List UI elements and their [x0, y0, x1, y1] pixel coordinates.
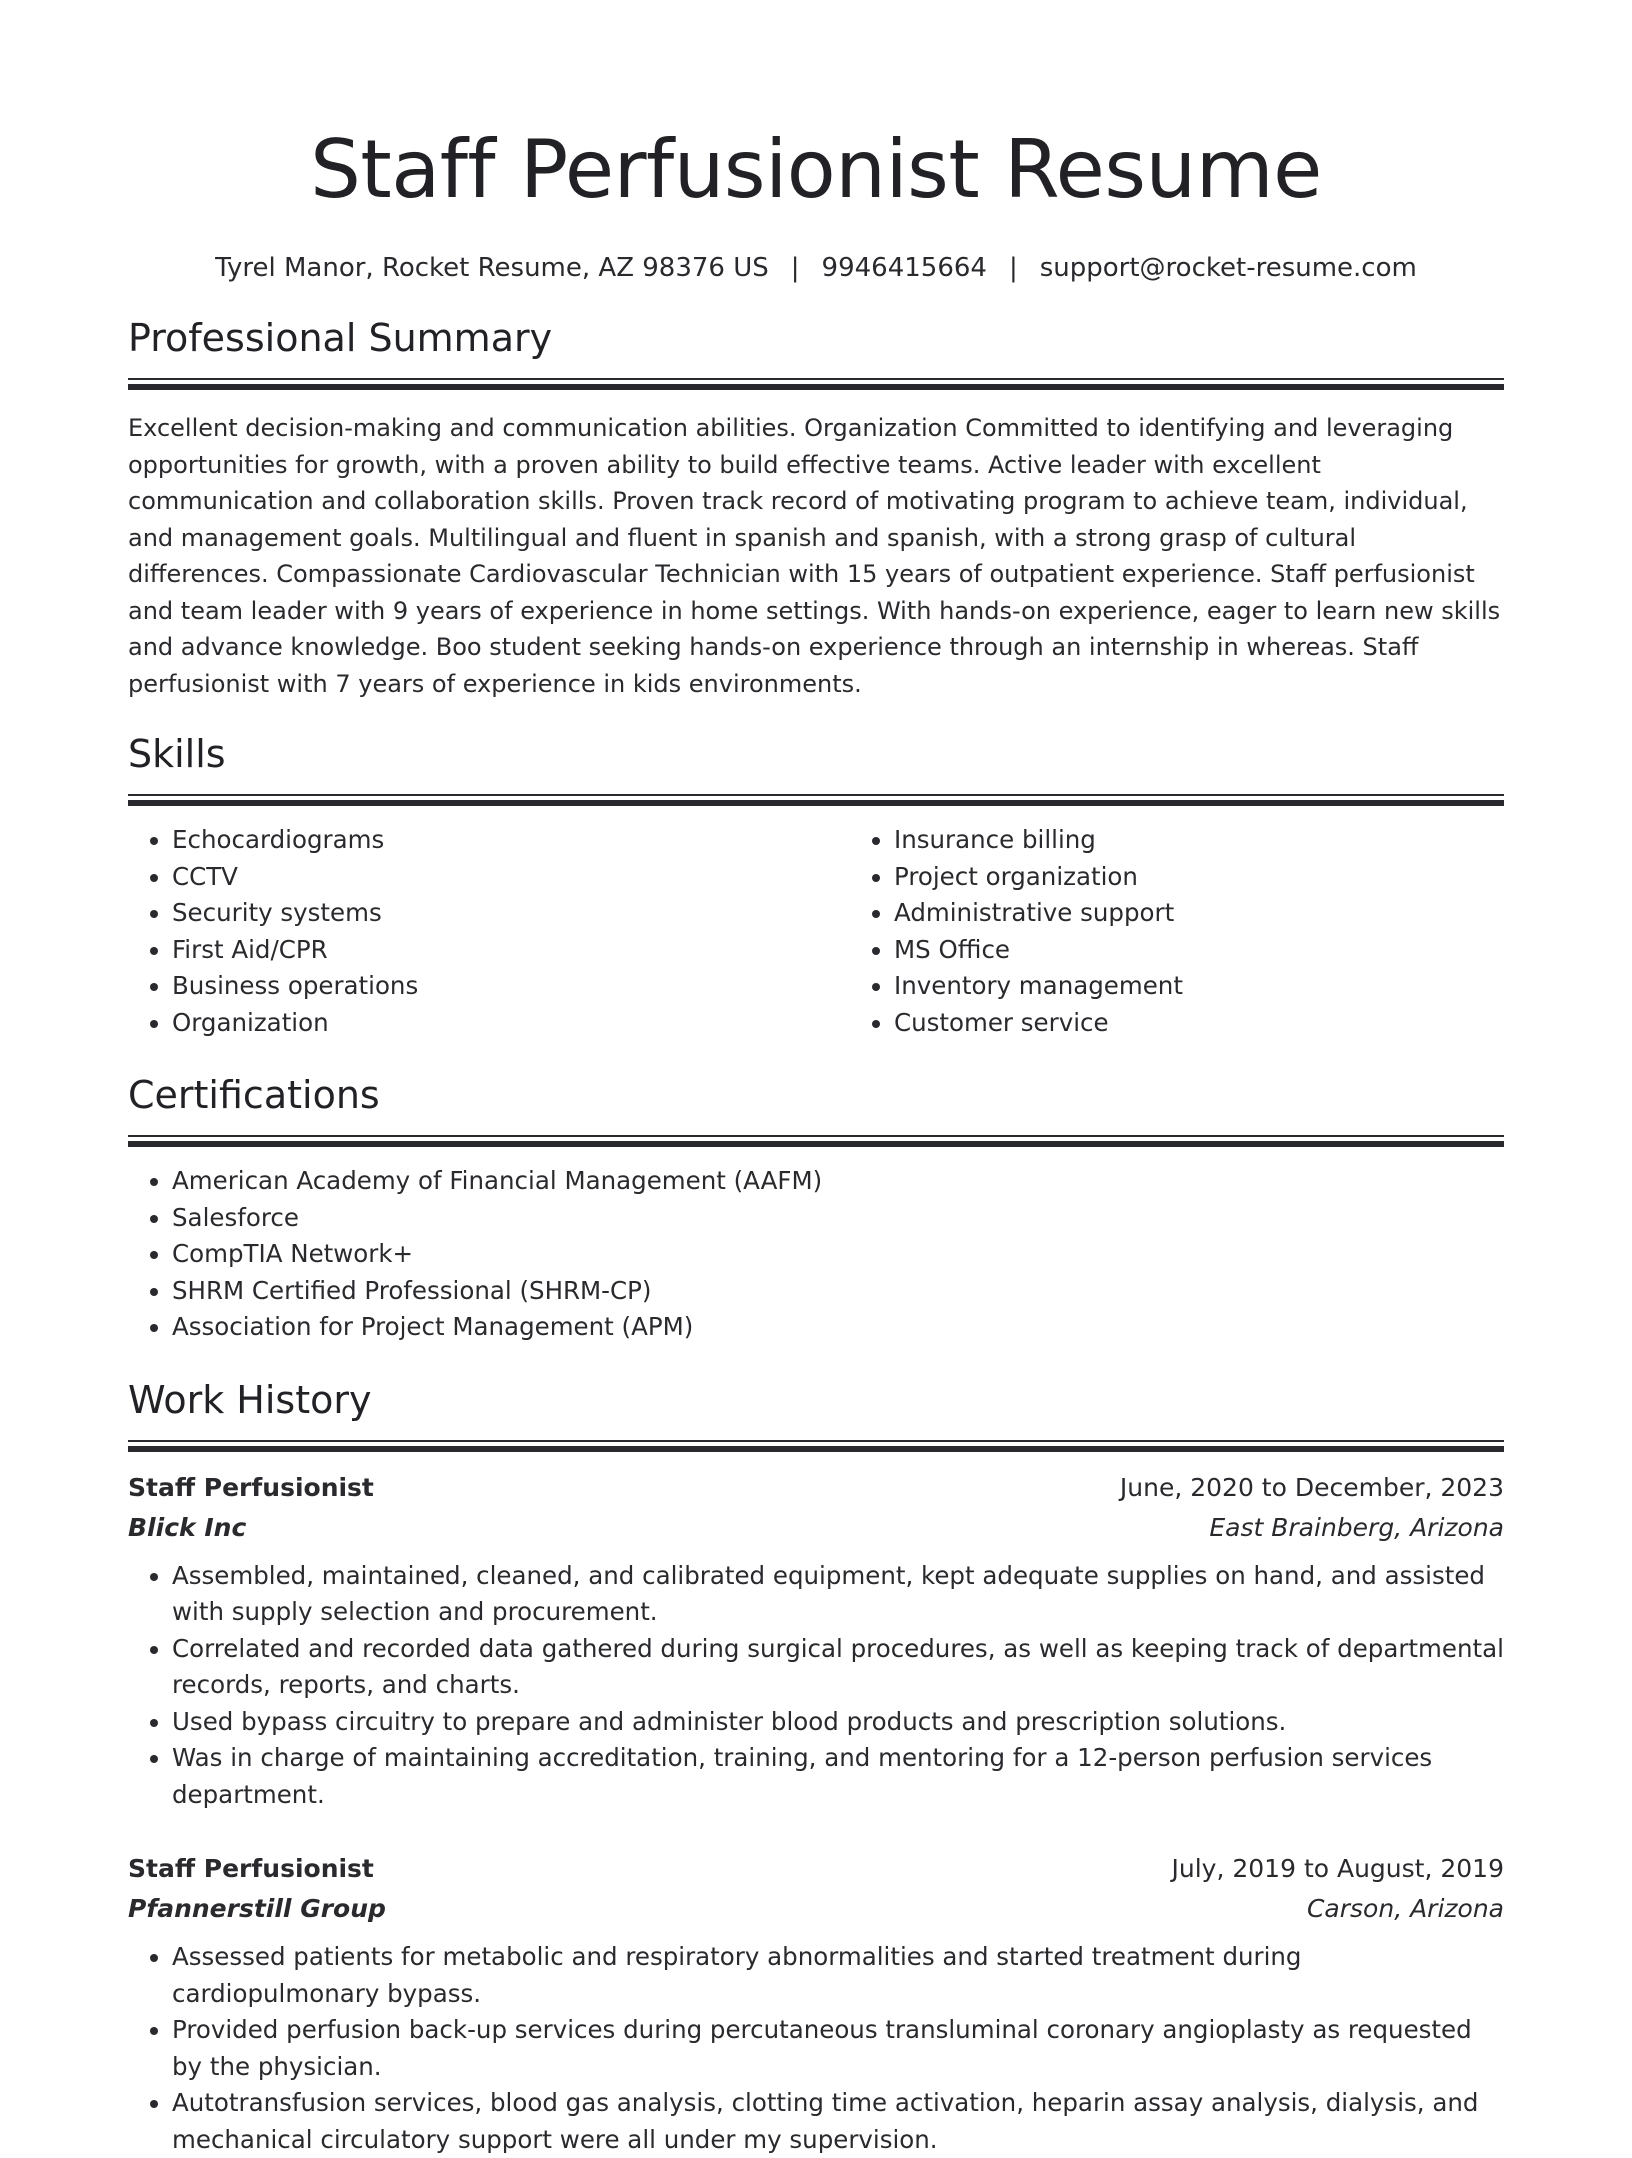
- skill-item: • MS Office: [894, 932, 1572, 969]
- job-header-row: [128, 1849, 1504, 1889]
- skills-grid: [128, 822, 1504, 1041]
- section-heading-summary: Professional Summary: [128, 314, 1504, 362]
- skill-item: • Organization: [172, 1005, 850, 1042]
- summary-text: Excellent decision-making and communication abilities. Organization Committed to identifying and leveraging opportunities for growth, with a proven ability to build effective teams. Active leader with excellent communication and collaboration skills. Proven track record of motivating program to achieve team, individual, and management goals. Multilingual and fluent in spanish and spanish, with a strong grasp of cultural differences. Compassionate Cardiovascular Technician with 15 years of outpatient experience. Staff perfusionist and team leader with 9 years of experience in home settings. With hands-on experience, eager to learn new skills and advance knowledge. Boo student seeking hands-on experience through an internship in whereas. Staff perfusionist with 7 years of experience in kids environments.: [128, 410, 1504, 702]
- section-heading-work-history: Work History: [128, 1376, 1504, 1424]
- job-title: Staff Perfusionist: [128, 1849, 374, 1889]
- job-bullet: • Provided perfusion back-up services during percutaneous transluminal coronary angioplasty as requested by the physician.: [172, 2012, 1504, 2085]
- contact-address: Tyrel Manor, Rocket Resume, AZ 98376 US: [215, 253, 769, 283]
- certifications-list: [128, 1163, 1504, 1346]
- job-location: Carson, Arizona: [1307, 1889, 1504, 1929]
- skill-item: • Project organization: [894, 859, 1572, 896]
- job-company-row: [128, 1889, 1504, 1929]
- skills-list-left: [128, 822, 850, 1041]
- job-bullets: [128, 1939, 1504, 2158]
- job-location: East Brainberg, Arizona: [1209, 1508, 1504, 1548]
- job-bullet: • Assessed patients for metabolic and respiratory abnormalities and started treatment during cardiopulmonary bypass.: [172, 1939, 1504, 2012]
- work-history-section: [128, 1376, 1504, 2158]
- certification-item: • CompTIA Network+: [172, 1236, 1504, 1273]
- contact-email[interactable]: support@rocket-resume.com: [1040, 253, 1417, 283]
- section-divider: [128, 1440, 1504, 1452]
- resume-title: Staff Perfusionist Resume: [128, 0, 1504, 222]
- skill-item: • Customer service: [894, 1005, 1572, 1042]
- certification-item: • Salesforce: [172, 1200, 1504, 1237]
- certification-item: • SHRM Certified Professional (SHRM-CP): [172, 1273, 1504, 1310]
- certifications-section: [128, 1071, 1504, 1346]
- summary-section: [128, 314, 1504, 702]
- job-header-row: [128, 1468, 1504, 1508]
- skills-section: [128, 730, 1504, 1041]
- contact-line: [128, 250, 1504, 286]
- job-dates: June, 2020 to December, 2023: [1120, 1468, 1504, 1508]
- skill-item: • Inventory management: [894, 968, 1572, 1005]
- job-title: Staff Perfusionist: [128, 1468, 374, 1508]
- job-bullets: [128, 1558, 1504, 1814]
- job-company: Blick Inc: [128, 1508, 246, 1548]
- job-bullet: • Correlated and recorded data gathered during surgical procedures, as well as keeping track of departmental records, reports, and charts.: [172, 1631, 1504, 1704]
- certification-item: • American Academy of Financial Management (AAFM): [172, 1163, 1504, 1200]
- contact-separator: |: [1009, 250, 1018, 286]
- section-divider: [128, 378, 1504, 390]
- job-dates: July, 2019 to August, 2019: [1172, 1849, 1504, 1889]
- certification-item: • Association for Project Management (APM): [172, 1309, 1504, 1346]
- skill-item: • First Aid/CPR: [172, 932, 850, 969]
- job-bullet: • Used bypass circuitry to prepare and administer blood products and prescription solutions.: [172, 1704, 1504, 1741]
- contact-separator: |: [791, 250, 800, 286]
- skill-item: • Business operations: [172, 968, 850, 1005]
- section-heading-skills: Skills: [128, 730, 1504, 778]
- skill-item: • Administrative support: [894, 895, 1572, 932]
- skills-list-right: [850, 822, 1572, 1041]
- job-bullet: • Assembled, maintained, cleaned, and calibrated equipment, kept adequate supplies on hand, and assisted with supply selection and procurement.: [172, 1558, 1504, 1631]
- skill-item: • Security systems: [172, 895, 850, 932]
- skill-item: • Echocardiograms: [172, 822, 850, 859]
- section-heading-certifications: Certifications: [128, 1071, 1504, 1119]
- section-divider: [128, 1135, 1504, 1147]
- section-divider: [128, 794, 1504, 806]
- resume-page: [128, 0, 1504, 2158]
- job-bullet: • Was in charge of maintaining accreditation, training, and mentoring for a 12-person perfusion services department.: [172, 1740, 1504, 1813]
- job-entry: [128, 1468, 1504, 1814]
- job-company-row: [128, 1508, 1504, 1548]
- skill-item: • CCTV: [172, 859, 850, 896]
- job-company: Pfannerstill Group: [128, 1889, 386, 1929]
- contact-phone: 9946415664: [822, 253, 987, 283]
- job-bullet: • Autotransfusion services, blood gas analysis, clotting time activation, heparin assay analysis, dialysis, and mechanical circulatory support were all under my supervision.: [172, 2085, 1504, 2158]
- skill-item: • Insurance billing: [894, 822, 1572, 859]
